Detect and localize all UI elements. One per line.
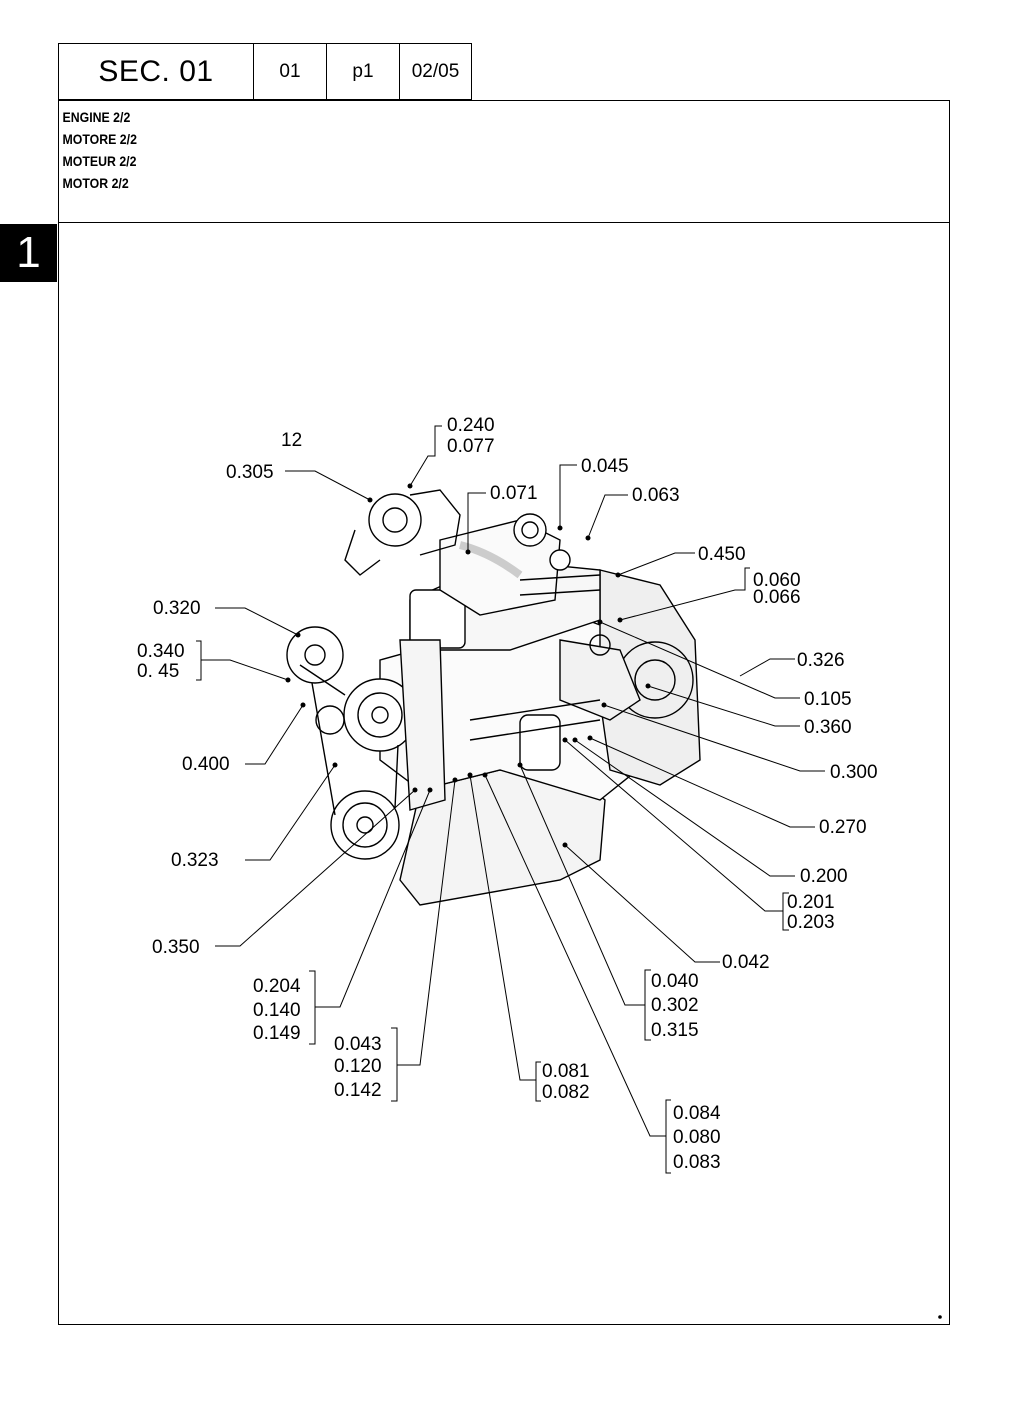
callout-0043: 0.043 xyxy=(334,1034,382,1055)
callout-0082: 0.082 xyxy=(542,1082,590,1103)
callout-0084: 0.084 xyxy=(673,1103,721,1124)
sheet-number: 02/05 xyxy=(399,43,472,100)
callout-0305: 0.305 xyxy=(226,462,274,483)
callout-0300: 0.300 xyxy=(830,762,878,783)
callout-0066: 0.066 xyxy=(753,587,801,608)
callout-0149: 0.149 xyxy=(253,1023,301,1044)
callout-0063: 0.063 xyxy=(632,485,680,506)
callout-0045: 0.045 xyxy=(581,456,629,477)
callout-0081: 0.081 xyxy=(542,1061,590,1082)
callout-0315: 0.315 xyxy=(651,1020,699,1041)
callout-0302: 0.302 xyxy=(651,995,699,1016)
callout-0140: 0.140 xyxy=(253,1000,301,1021)
title-spanish: MOTOR 2/2 xyxy=(62,175,129,191)
callout-0120: 0.120 xyxy=(334,1056,382,1077)
corner-dot xyxy=(938,1315,942,1319)
callout-0326: 0.326 xyxy=(797,650,845,671)
callout-0203: 0.203 xyxy=(787,912,835,933)
engine-drawing xyxy=(287,490,700,905)
group-number: 01 xyxy=(253,43,327,100)
title-french: MOTEUR 2/2 xyxy=(62,153,137,169)
callout-0077: 0.077 xyxy=(447,436,495,457)
callout-0350: 0.350 xyxy=(152,937,200,958)
callout-0045b: 0. 45 xyxy=(137,661,180,682)
callout-0071: 0.071 xyxy=(490,483,538,504)
callout-12: 12 xyxy=(281,430,303,451)
section-number: SEC. 01 xyxy=(58,43,254,100)
title-italian: MOTORE 2/2 xyxy=(62,131,137,147)
callout-0060: 0.060 xyxy=(753,570,801,591)
callout-0200: 0.200 xyxy=(800,866,848,887)
callout-0040: 0.040 xyxy=(651,971,699,992)
callout-0204: 0.204 xyxy=(253,976,301,997)
callout-0105: 0.105 xyxy=(804,689,852,710)
callout-0400: 0.400 xyxy=(182,754,230,775)
callout-0083: 0.083 xyxy=(673,1152,721,1173)
callout-0142: 0.142 xyxy=(334,1080,382,1101)
title-english: ENGINE 2/2 xyxy=(62,109,131,125)
callout-0340: 0.340 xyxy=(137,641,185,662)
callout-0201: 0.201 xyxy=(787,892,835,913)
callout-0080: 0.080 xyxy=(673,1127,721,1148)
callout-0320: 0.320 xyxy=(153,598,201,619)
callout-0270: 0.270 xyxy=(819,817,867,838)
callout-0240: 0.240 xyxy=(447,415,495,436)
page-number: p1 xyxy=(326,43,400,100)
callout-0323: 0.323 xyxy=(171,850,219,871)
section-tab: 1 xyxy=(0,224,57,282)
callout-0042: 0.042 xyxy=(722,952,770,973)
callout-0360: 0.360 xyxy=(804,717,852,738)
callout-0450: 0.450 xyxy=(698,544,746,565)
